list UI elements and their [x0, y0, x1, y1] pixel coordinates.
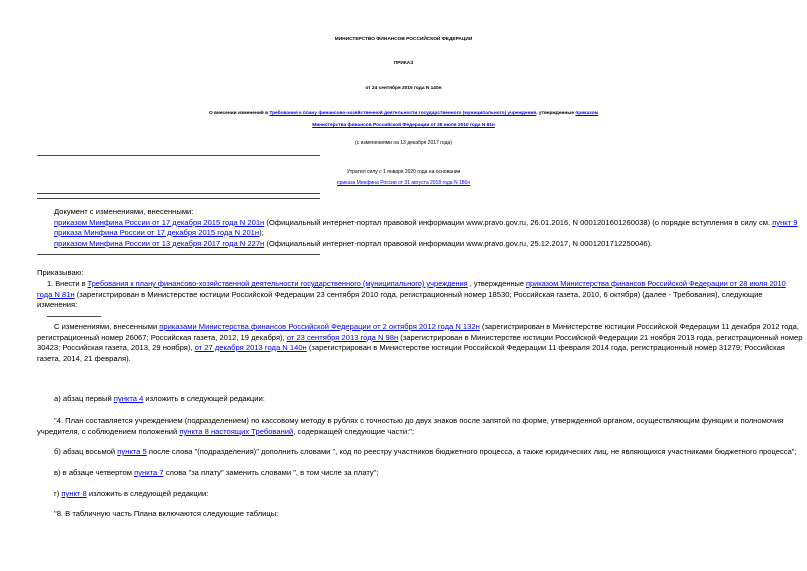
quote-4-line-2: [37, 428, 414, 437]
fn-text3: (зарегистрирован в Министерстве юстиции Российской Федерации 21 ноября 2013 года, регистрационный номер: [398, 333, 803, 342]
changes-item-1: [54, 219, 798, 228]
footnote-line-4: газета, 2014, 21 февраля).: [37, 354, 131, 363]
q4-end: , содержащей следующие части:";: [293, 427, 414, 436]
title-line-2: [0, 123, 807, 129]
item-a: [54, 395, 265, 404]
changes-item-2-link[interactable]: приказом Минфина России от 13 декабря 2017 года N 227н: [54, 239, 265, 248]
quote-8: "8. В табличную часть Плана включаются следующие таблицы:: [54, 509, 279, 518]
p1-text2: (зарегистрирован в Министерстве юстиции Российской Федерации 23 сентября 2010 года, регистрационный номер 18530; Российская газета, 2010, 6 октября): [74, 290, 641, 299]
footnote-line-3: [37, 344, 785, 353]
title-line-1: [0, 111, 807, 117]
divider: [37, 198, 320, 199]
fn-link-3[interactable]: от 27 декабря 2013 года N 140н: [194, 343, 307, 352]
title-middle: , утвержденные: [536, 111, 576, 116]
a-start: а) абзац первый: [54, 394, 114, 403]
title-link-requirements[interactable]: Требования к плану финансово-хозяйственной деятельности государственного (муниципального) учреждения: [269, 111, 537, 116]
footnote-divider: [47, 316, 101, 317]
fn-text5: (зарегистрирован в Министерстве юстиции Российской Федерации 11 февраля 2014 года, регистрационный номер 31279; Российская: [306, 343, 785, 352]
paragraph-1-line-2: [37, 291, 763, 300]
divider: [37, 155, 320, 156]
quote-4-line-1: "4. План составляется учреждением (подразделением) по кассовому методу в рублях с точностью до двух знаков после запятой по форме, утвержденной органом, осуществляющим функции и полномочия: [54, 416, 784, 425]
divider: [37, 254, 320, 255]
v-start: в) в абзаце четвертом: [54, 468, 135, 477]
v-end: слова "за плату" заменить словами ", в том числе за плату";: [163, 468, 379, 477]
changes-item-1-cont: [54, 229, 264, 238]
a-link[interactable]: пункта 4: [113, 394, 144, 403]
changes-item-2-text: (Официальный интернет-портал правовой информации www.pravo.gov.ru, 25.12.2017, N 0001201712250046).: [264, 239, 653, 248]
changes-item-1-end: );: [259, 228, 264, 237]
b-link[interactable]: пункта 5: [117, 447, 147, 456]
q4-link[interactable]: пункта 8 настоящих Требований: [179, 427, 294, 436]
date-number: от 24 сентября 2015 года N 140н: [365, 86, 442, 91]
v-link[interactable]: пункта 7: [134, 468, 164, 477]
p1-link-order-number[interactable]: года N 81н: [37, 290, 75, 299]
expired-line: [0, 181, 807, 187]
g-start: г): [54, 489, 62, 498]
g-link[interactable]: пункт 8: [61, 489, 87, 498]
fn-text2: регистрационный номер 26067; Российская газета, 2012, 19 декабря),: [37, 333, 287, 342]
footnote-line-1: [54, 323, 799, 332]
changes-item-1-link-order[interactable]: приказа Минфина России от 17 декабря 2015 года N 201н: [54, 228, 260, 237]
changes-heading: Документ с изменениями, внесенными:: [54, 207, 194, 216]
title-link-ministry-order[interactable]: Министерства финансов Российской Федерации от 28 июля 2010 года N 81н: [312, 123, 495, 128]
ministry-heading: МИНИСТЕРСТВО ФИНАНСОВ РОССИЙСКОЙ ФЕДЕРАЦИИ: [334, 37, 473, 42]
b-end: после слова "(подразделения)" дополнить словами ", код по реестру участников бюджетного процесса, а также юридических лиц, не являющихся участниками бюджетного процесса";: [146, 447, 797, 456]
changes-item-1-link[interactable]: приказом Минфина России от 17 декабря 2015 года N 201н: [54, 218, 265, 227]
paragraph-1-line-3: изменения:: [37, 300, 78, 309]
order-word: Приказываю:: [37, 268, 84, 277]
changes-item-2: [54, 240, 652, 249]
expired-link[interactable]: приказа Минфина России от 31 августа 2018 года N 186н: [336, 180, 471, 186]
fn-link-2[interactable]: от 23 сентября 2013 года N 98н: [286, 333, 399, 342]
item-v: [54, 469, 379, 478]
p1-link-order[interactable]: приказом Министерства финансов Российской Федерации от 28 июля 2010: [526, 279, 786, 288]
g-end: изложить в следующей редакции:: [86, 489, 209, 498]
doc-type: ПРИКАЗ: [393, 61, 414, 66]
p1-link-requirements[interactable]: Требования к плану финансово-хозяйственной деятельности государственного (муниципального) учреждения: [87, 279, 468, 288]
q4-start: учредителя, с соблюдением положений: [37, 427, 180, 436]
fn-text1: (зарегистрирован в Министерстве юстиции Российской Федерации 11 декабря 2012 года,: [479, 322, 799, 331]
fn-text4: 30423; Российская газета, 2013, 29 ноября),: [37, 343, 195, 352]
divider: [37, 193, 320, 194]
paragraph-1-line-1: [47, 280, 786, 289]
changes-item-1-link-point[interactable]: пункт 9: [772, 218, 798, 227]
fn-start: С изменениями, внесенными: [54, 322, 160, 331]
b-start: б) абзац восьмой: [54, 447, 118, 456]
p1-text3: (далее - Требования), следующие: [640, 290, 763, 299]
title-prefix: О внесении изменений в: [208, 111, 270, 116]
expired-text: Утратил силу с 1 января 2020 года на основании: [346, 169, 461, 175]
title-link-order[interactable]: приказом: [575, 111, 598, 116]
item-b: [54, 448, 797, 457]
item-g: [54, 490, 208, 499]
fn-link-1[interactable]: приказами Министерства финансов Российской Федерации от 2 октября 2012 года N 132н: [159, 322, 480, 331]
p1-mid: , утвержденные: [467, 279, 526, 288]
revision-note: (с изменениями на 13 декабря 2017 года): [355, 140, 452, 146]
footnote-line-2: [37, 334, 802, 343]
p1-start: 1. Внести в: [47, 279, 88, 288]
changes-item-1-text: (Официальный интернет-портал правовой информации www.pravo.gov.ru, 26.01.2016, N 0001201601260038) (о порядке вступления в силу см.: [264, 218, 773, 227]
a-end: изложить в следующей редакции:: [143, 394, 265, 403]
